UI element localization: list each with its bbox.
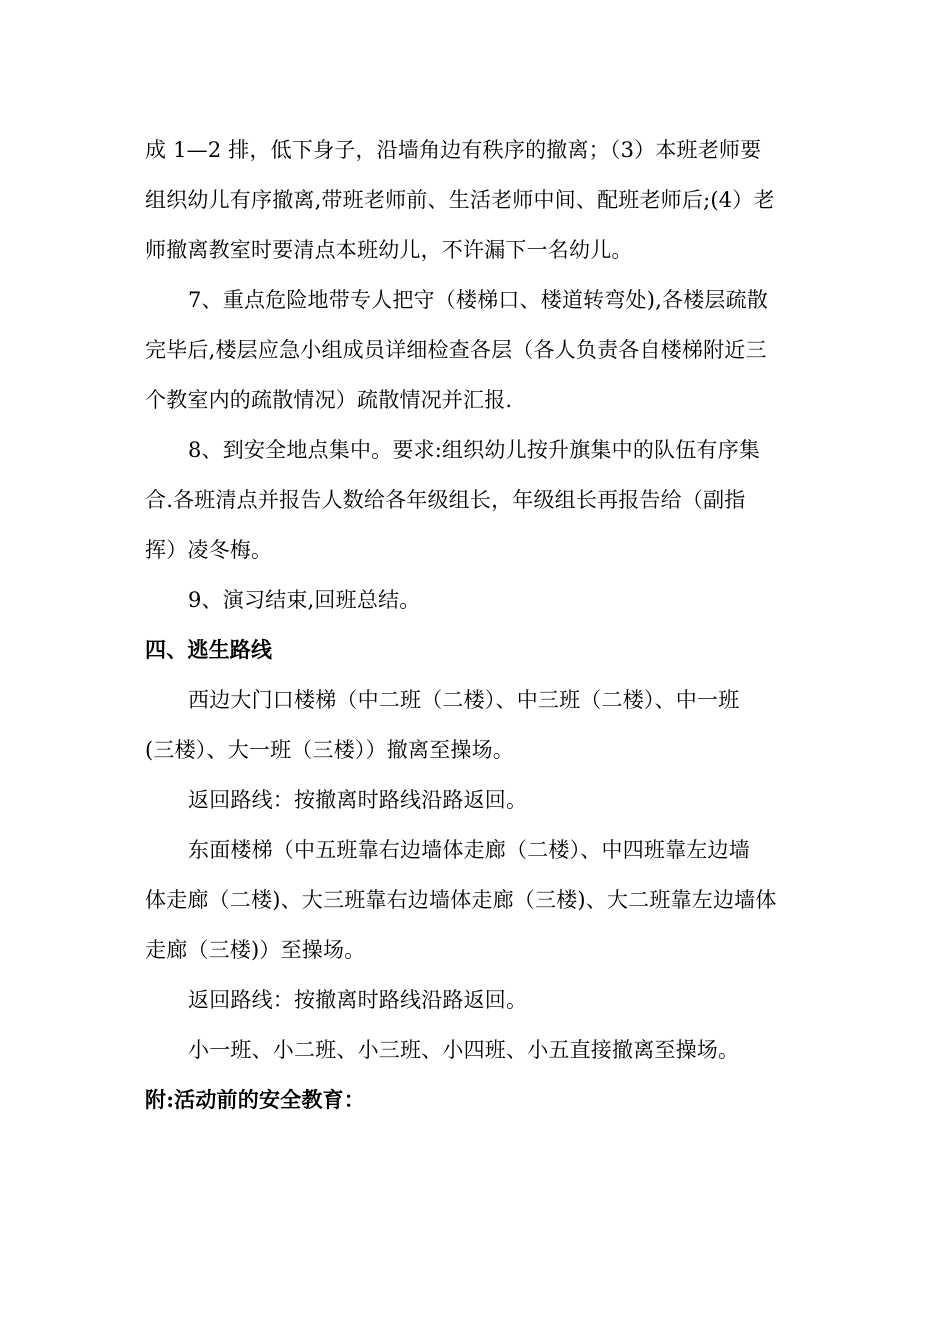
paragraph-7-line-3: 个教室内的疏散情况）疏散情况并汇报. (145, 388, 513, 412)
east-stairs-line-3: 走廊（三楼)）至操场。 (145, 938, 366, 962)
section-heading-escape-routes: 四、逃生路线 (145, 637, 273, 662)
paragraph-6-line-1: 成 1—2 排，低下身子，沿墙角边有秩序的撤离；（3）本班老师要 (145, 138, 762, 162)
paragraph-8-line-3: 挥）凌冬梅。 (145, 538, 273, 562)
small-classes-route: 小一班、小二班、小三班、小四班、小五直接撤离至操场。 (188, 1038, 740, 1062)
paragraph-6-line-3: 师撤离教室时要清点本班幼儿，不许漏下一名幼儿。 (145, 238, 633, 262)
west-stairs-line-2: (三楼）、大一班（三楼））撤离至操场。 (145, 738, 514, 762)
east-stairs-line-2: 体走廊（二楼)、大三班靠右边墙体走廊（三楼)、大二班靠左边墙体 (145, 888, 777, 912)
paragraph-9: 9、演习结束,回班总结。 (188, 588, 421, 612)
paragraph-7-line-2: 完毕后,楼层应急小组成员详细检查各层（各人负责各自楼梯附近三 (145, 338, 767, 362)
paragraph-8-line-2: 合.各班清点并报告人数给各年级组长，年级组长再报告给（副指 (145, 488, 746, 512)
west-stairs-line-1: 西边大门口楼梯（中二班（二楼）、中三班（二楼）、中一班 (188, 688, 740, 712)
paragraph-8-line-1: 8、到安全地点集中。要求:组织幼儿按升旗集中的队伍有序集 (188, 438, 761, 462)
return-route-1: 返回路线：按撤离时路线沿路返回。 (188, 788, 528, 812)
east-stairs-line-1: 东面楼梯（中五班靠右边墙体走廊（二楼）、中四班靠左边墙 (188, 838, 750, 862)
return-route-2: 返回路线：按撤离时路线沿路返回。 (188, 988, 528, 1012)
appendix-heading: 附:活动前的安全教育： (145, 1087, 365, 1112)
paragraph-6-line-2: 组织幼儿有序撤离,带班老师前、生活老师中间、配班老师后;(4）老 (145, 188, 775, 212)
paragraph-7-line-1: 7、重点危险地带专人把守（楼梯口、楼道转弯处),各楼层疏散 (188, 288, 769, 312)
